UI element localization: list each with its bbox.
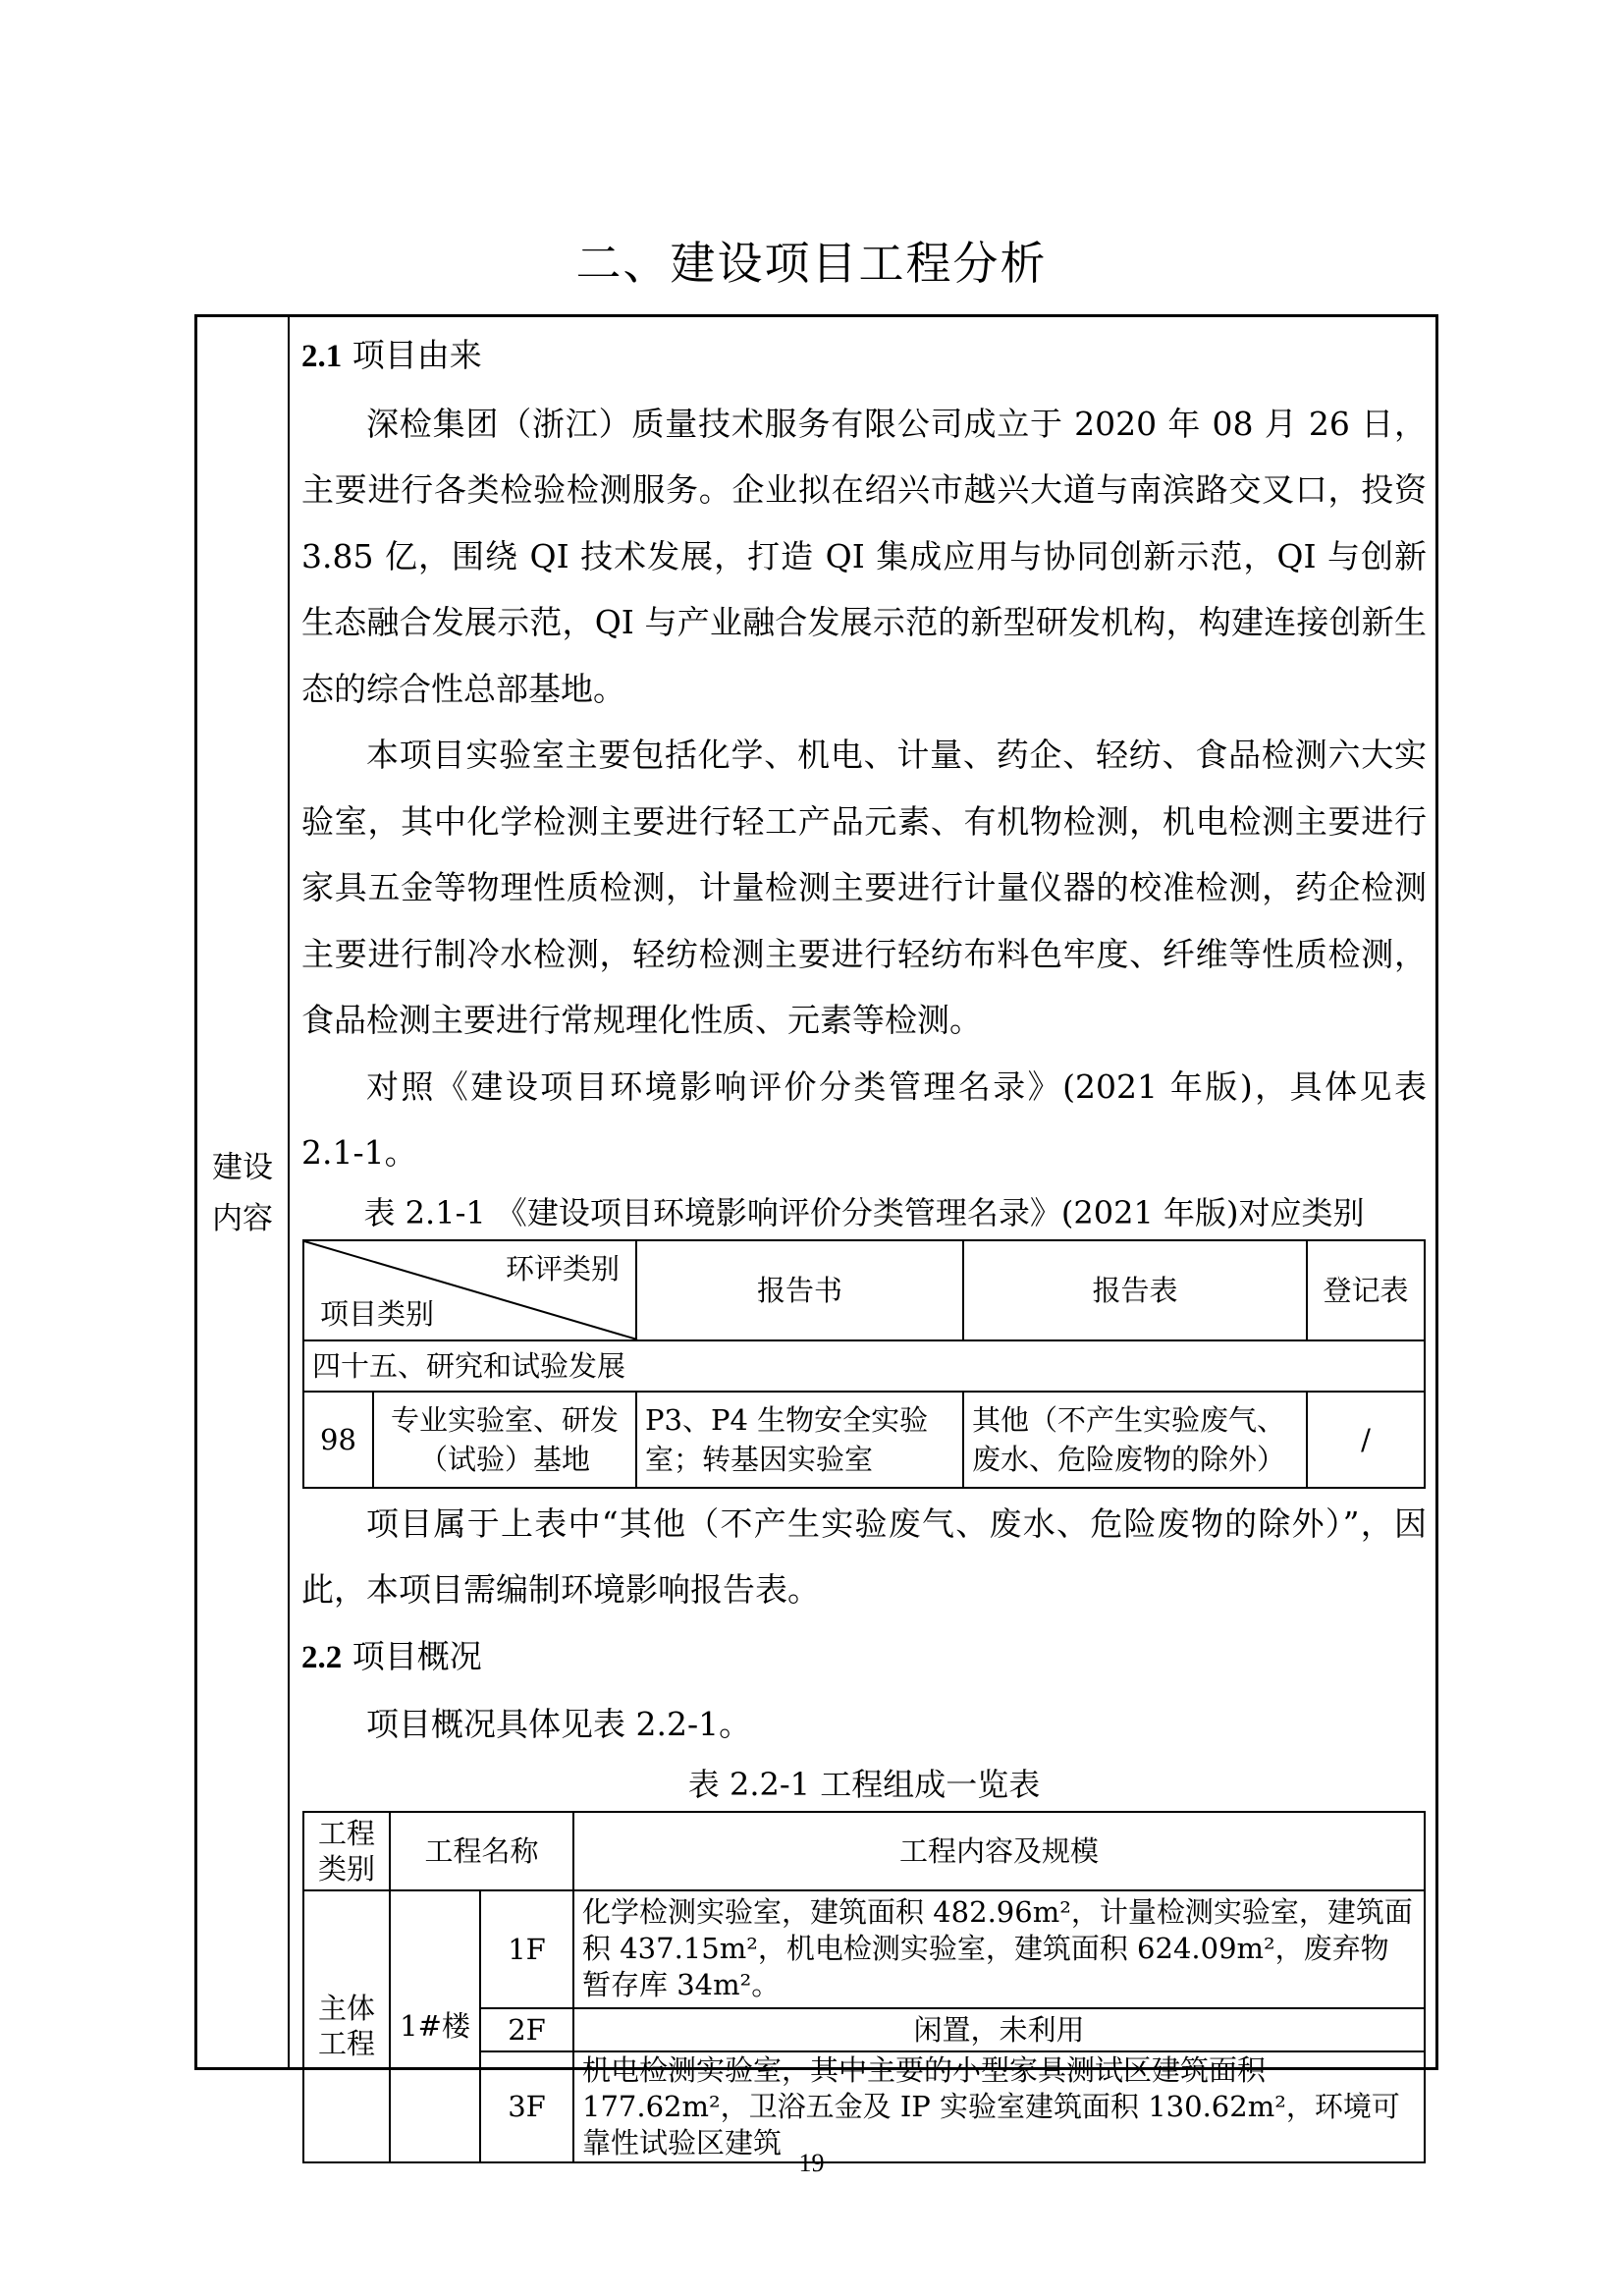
table-caption: 表 2.2-1 工程组成一览表 [687, 1765, 1041, 1803]
row-report-form: 其他（不产生实验废气、废水、危险废物的除外） [963, 1392, 1307, 1488]
content-frame [194, 314, 1438, 2159]
content-area [301, 317, 1427, 2163]
diag-header-bottom: 项目类别 [320, 1296, 435, 1331]
row-register: / [1307, 1392, 1425, 1488]
project-category-cell [303, 1392, 636, 1488]
paragraph: 深检集团（浙江）质量技术服务有限公司成立于 2020 年 08 月 26 日，主要进行各类检验检测服务。企业拟在绍兴市越兴大道与南滨路交叉口，投资 3.85 亿，围绕 QI 技术发展，打造 QI 集成应用与协同创新示范，QI 与创新生态融合发展示范，QI 与产业融合发展示范的新型研发机构，构建连接创新生态的综合性总部基地。 [301, 404, 1427, 708]
floor-label: 1F [480, 1890, 573, 2008]
engineering-composition-table [302, 1811, 1426, 2163]
floor-label: 2F [480, 2008, 573, 2051]
header-report-book: 报告书 [636, 1240, 963, 1340]
section-heading-2-1: 2.1 项目由来 [301, 336, 482, 374]
left-column [197, 317, 290, 2067]
header-name: 工程名称 [390, 1812, 573, 1890]
classification-table [302, 1239, 1426, 1489]
type-main-engineering: 主体工程 [303, 1890, 390, 2162]
paragraph: 项目概况具体见表 2.2-1。 [366, 1705, 752, 1743]
group-row: 四十五、研究和试验发展 [303, 1340, 1425, 1392]
paragraph: 项目属于上表中“其他（不产生实验废气、废水、危险废物的除外）”，因此，本项目需编制环境影响报告表。 [301, 1503, 1427, 1609]
paragraph: 本项目实验室主要包括化学、机电、计量、药企、轻纺、食品检测六大实验室，其中化学检测主要进行轻工产品元素、有机物检测，机电检测主要进行家具五金等物理性质检测，计量检测主要进行计量仪器的校准检测，药企检测主要进行制冷水检测，轻纺检测主要进行轻纺布料色牢度、纤维等性质检测，食品检测主要进行常规理化性质、元素等检测。 [301, 736, 1427, 1039]
floor-label: 3F [480, 2051, 573, 2162]
building-name: 1#楼 [390, 1890, 480, 2162]
row-category: 专业实验室、研发（试验）基地 [390, 1402, 619, 1476]
page-title: 二、建设项目工程分析 [575, 237, 1048, 290]
floor-content: 闲置，未利用 [573, 2008, 1425, 2051]
left-column-label: 建设 内容 [212, 1150, 273, 1236]
row-report-book: P3、P4 生物安全实验室；转基因实验室 [636, 1392, 963, 1488]
header-content: 工程内容及规模 [573, 1812, 1425, 1890]
paragraph: 对照《建设项目环境影响评价分类管理名录》(2021 年版)，具体见表 2.1-1。 [301, 1066, 1427, 1172]
header-report-form: 报告表 [963, 1240, 1307, 1340]
floor-content: 机电检测实验室，其中主要的小型家具测试区建筑面积 177.62m²，卫浴五金及 IP 实验室建筑面积 130.62m²，环境可靠性试验区建筑 [573, 2051, 1425, 2162]
header-register: 登记表 [1307, 1240, 1425, 1340]
section-heading-2-2: 2.2 项目概况 [301, 1636, 482, 1675]
table-caption: 表 2.1-1 《建设项目环境影响评价分类管理名录》(2021 年版)对应类别 [363, 1193, 1365, 1231]
floor-content: 化学检测实验室，建筑面积 482.96m²，计量检测实验室，建筑面积 437.15m²，机电检测实验室，建筑面积 624.09m²，废弃物暂存库 34m²。 [573, 1890, 1425, 2008]
diag-header-top: 环评类别 [505, 1251, 620, 1285]
page-number: 19 [798, 2149, 825, 2177]
diagonal-header-cell [303, 1240, 636, 1340]
row-number: 98 [304, 1393, 373, 1487]
header-type: 工程类别 [303, 1812, 390, 1890]
